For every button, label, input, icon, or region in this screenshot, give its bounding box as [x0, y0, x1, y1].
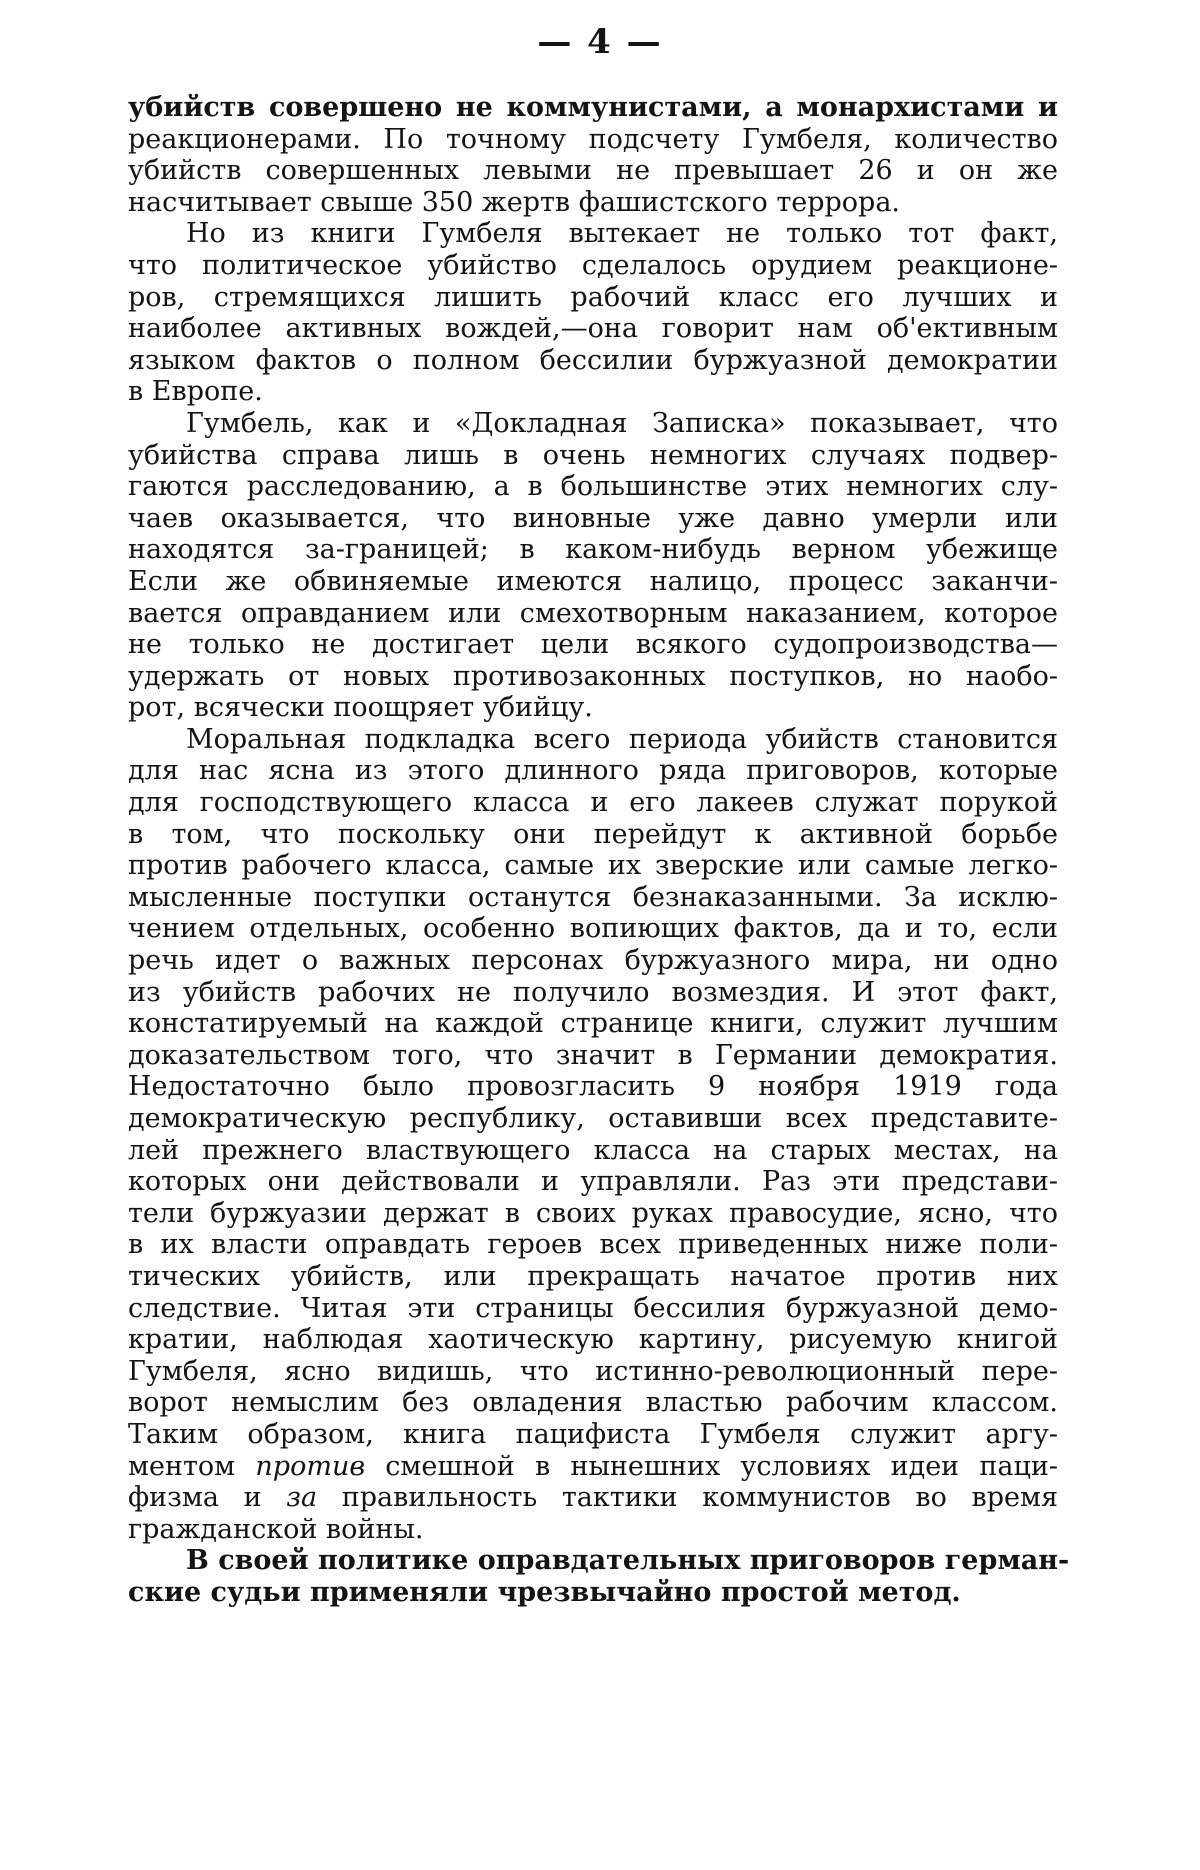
text-line: кратии, наблюдая хаотическую картину, рисуемую книгой: [128, 1324, 1058, 1356]
text-line: констатируемый на каждой странице книги, служит лучшим: [128, 1008, 1058, 1040]
text-line: Если же обвиняемые имеются налицо, процесс заканчи-: [128, 565, 1058, 597]
paragraph: [128, 724, 1058, 1545]
text-line: в Европе.: [128, 376, 263, 408]
text-line: тели буржуазии держат в своих руках правосудие, ясно, что: [128, 1197, 1058, 1229]
text-line: чением отдельных, особенно вопиющих фактов, да и то, если: [128, 913, 1058, 945]
text-line: рот, всячески поощряет убийцу.: [128, 692, 593, 724]
text-line: насчитывает свыше 350 жертв фашистского террора.: [128, 186, 901, 218]
text-line: Гумбель, как и «Докладная Записка» показывает, что: [186, 407, 1058, 439]
text-line: Недостаточно было провозгласить 9 ноября 1919 года: [128, 1071, 1058, 1103]
text-line: ворот немыслим без овладения властью рабочим классом.: [128, 1387, 1058, 1419]
paragraph: [128, 1545, 1070, 1608]
text-line: Но из книги Гумбеля вытекает не только тот факт,: [186, 218, 1058, 250]
text-line: гаются расследованию, а в большинстве этих немногих слу-: [128, 471, 1058, 503]
text-line: наиболее активных вождей,—она говорит нам об'ективным: [128, 313, 1058, 345]
text-line: в том, что поскольку они перейдут к активной борьбе: [128, 818, 1058, 850]
text-line: в их власти оправдать героев всех приведенных ниже поли-: [128, 1229, 1058, 1261]
text-line: доказательством того, что значит в Германии демократия.: [128, 1039, 1058, 1071]
text-line: следствие. Читая эти страницы бессилия буржуазной демо-: [128, 1292, 1058, 1324]
text-line: мысленные поступки останутся безнаказанными. За исклю-: [128, 881, 1058, 913]
text-line: что политическое убийство сделалось орудием реакционе-: [128, 249, 1058, 281]
text-line: ров, стремящихся лишить рабочий класс его лучших и: [128, 281, 1058, 313]
paragraph: [128, 92, 1058, 218]
page-number: — 4 —: [537, 22, 663, 62]
body-text: [128, 92, 1070, 1609]
text-line: ские судьи применяли чрезвычайно простой метод.: [128, 1576, 961, 1608]
text-line: гражданской войны.: [128, 1513, 424, 1545]
text-line: которых они действовали и управляли. Раз эти представи-: [128, 1166, 1058, 1198]
text-line: реакционерами. По точному подсчету Гумбеля, количество: [128, 123, 1058, 155]
text-line: чаев оказывается, что виновные уже давно умерли или: [128, 502, 1058, 534]
text-line: В своей политике оправдательных приговоров герман-: [186, 1545, 1070, 1577]
text-line: Моральная подкладка всего периода убийств становится: [186, 723, 1058, 755]
text-line: физма и за правильность тактики коммунистов во время: [128, 1482, 1058, 1514]
text-line: вается оправданием или смехотворным наказанием, которое: [128, 597, 1058, 629]
text-line: Гумбеля, ясно видишь, что истинно-революционный пере-: [128, 1355, 1058, 1387]
text-line: ментом против смешной в нынешних условиях идеи паци-: [128, 1450, 1058, 1482]
text-line: языком фактов о полном бессилии буржуазной демократии: [128, 344, 1058, 376]
text-line: для нас ясна из этого длинного ряда приговоров, которые: [128, 755, 1058, 787]
text-line: находятся за-границей; в каком-нибудь верном убежище: [128, 534, 1058, 566]
emphasis: за: [286, 1482, 318, 1514]
text-line: не только не достигает цели всякого судопроизводства—: [128, 629, 1058, 661]
text-line: лей прежнего властвующего класса на старых местах, на: [128, 1134, 1058, 1166]
paragraph: [128, 408, 1058, 724]
text-line: речь идет о важных персонах буржуазного мира, ни одно: [128, 945, 1058, 977]
paragraph: [128, 218, 1058, 408]
text-line: демократическую республику, оставивши всех представите-: [128, 1103, 1058, 1134]
text-line: против рабочего класса, самые их зверские или самые легко-: [128, 850, 1058, 882]
text-line: для господствующего класса и его лакеев служат порукой: [128, 787, 1058, 819]
text-line: убийства справа лишь в очень немногих случаях подвер-: [128, 439, 1058, 471]
text-line: удержать от новых противозаконных поступков, но наобо-: [128, 660, 1058, 692]
text-line: Таким образом, книга пацифиста Гумбеля служит аргу-: [128, 1418, 1058, 1450]
text-line: убийств совершенных левыми не превышает 26 и он же: [128, 155, 1058, 187]
emphasis: против: [255, 1450, 366, 1482]
text-line: убийств совершено не коммунистами, а монархистами и: [128, 92, 1058, 123]
text-line: из убийств рабочих не получило возмездия. И этот факт,: [128, 976, 1058, 1008]
text-line: тических убийств, или прекращать начатое против них: [128, 1260, 1058, 1292]
